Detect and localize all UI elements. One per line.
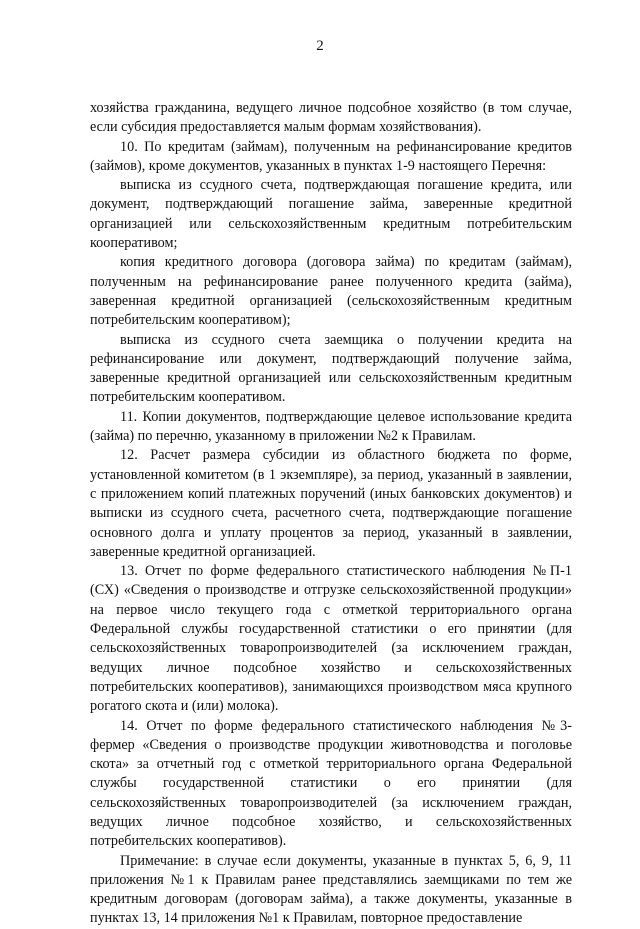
paragraph-item-10-subitem-1: выписка из ссудного счета, подтверждающая погашение кредита, или документ, подтверждающий погашение займа, заверенные кредитной организацией или сельскохозяйственным кредитным потребительским кооперативом;	[90, 177, 572, 252]
page-number: 2	[316, 38, 324, 54]
paragraph-note: Примечание: в случае если документы, указанные в пунктах 5, 6, 9, 11 приложения №1 к Правилам ранее представлялись заемщиками по тем же кредитным договорам (договорам займа), а также документы, указанные в пунктах 13, 14 приложения №1 к Правилам, повторное предоставление	[90, 852, 572, 927]
paragraph-item-14: 14. Отчет по форме федерального статистического наблюдения №3-фермер «Сведения о производстве продукции животноводства и поголовье скота» за отчетный год с отметкой территориального органа Федеральной службы государственной статистики о его принятии (для сельскохозяйственных товаропроизводителей (за исключением граждан, ведущих личное подсобное хозяйство, и сельскохозяйственных потребительских кооперативов).	[90, 717, 572, 850]
paragraph-item-12: 12. Расчет размера субсидии из областного бюджета по форме, установленной комитетом (в 1 экземпляре), за период, указанный в заявлении, с приложением копий платежных поручений (иных банковских документов) и выписки из ссудного счета, расчетного счета, подтверждающие погашение основного долга и уплату процентов за период, указанный в заявлении, заверенные кредитной организацией.	[90, 447, 572, 560]
document-body	[90, 99, 572, 929]
paragraph-item-10: 10. По кредитам (займам), полученным на рефинансирование кредитов (займов), кроме документов, указанных в пунктах 1-9 настоящего Перечня:	[90, 138, 572, 174]
paragraph-item-10-subitem-2: копия кредитного договора (договора займа) по кредитам (займам), полученным на рефинансирование ранее полученного кредита (займа), заверенная кредитной организацией (сельскохозяйственным кредитным потребительским кооперативом);	[90, 254, 572, 329]
paragraph-item-10-subitem-3: выписка из ссудного счета заемщика о получении кредита на рефинансирование или документ, подтверждающий получение займа, заверенные кредитной организацией или сельскохозяйственным кредитным потребительским кооперативом.	[90, 331, 572, 406]
paragraph-item-11: 11. Копии документов, подтверждающие целевое использование кредита (займа) по перечню, указанному в приложении №2 к Правилам.	[90, 408, 572, 445]
paragraph-continuation: хозяйства гражданина, ведущего личное подсобное хозяйство (в том случае, если субсидия предоставляется малым формам хозяйствования).	[90, 100, 572, 136]
paragraph-item-13: 13. Отчет по форме федерального статистического наблюдения №П-1 (СХ) «Сведения о производстве и отгрузке сельскохозяйственной продукции» на первое число текущего года с отметкой территориального органа Федеральной службы государственной статистики о его принятии (для сельскохозяйственных товаропроизводителей (за исключением граждан, ведущих личное подсобное хозяйство и сельскохозяйственных потребительских кооперативов), занимающихся производством мяса крупного рогатого скота и (или) молока).	[90, 563, 572, 715]
